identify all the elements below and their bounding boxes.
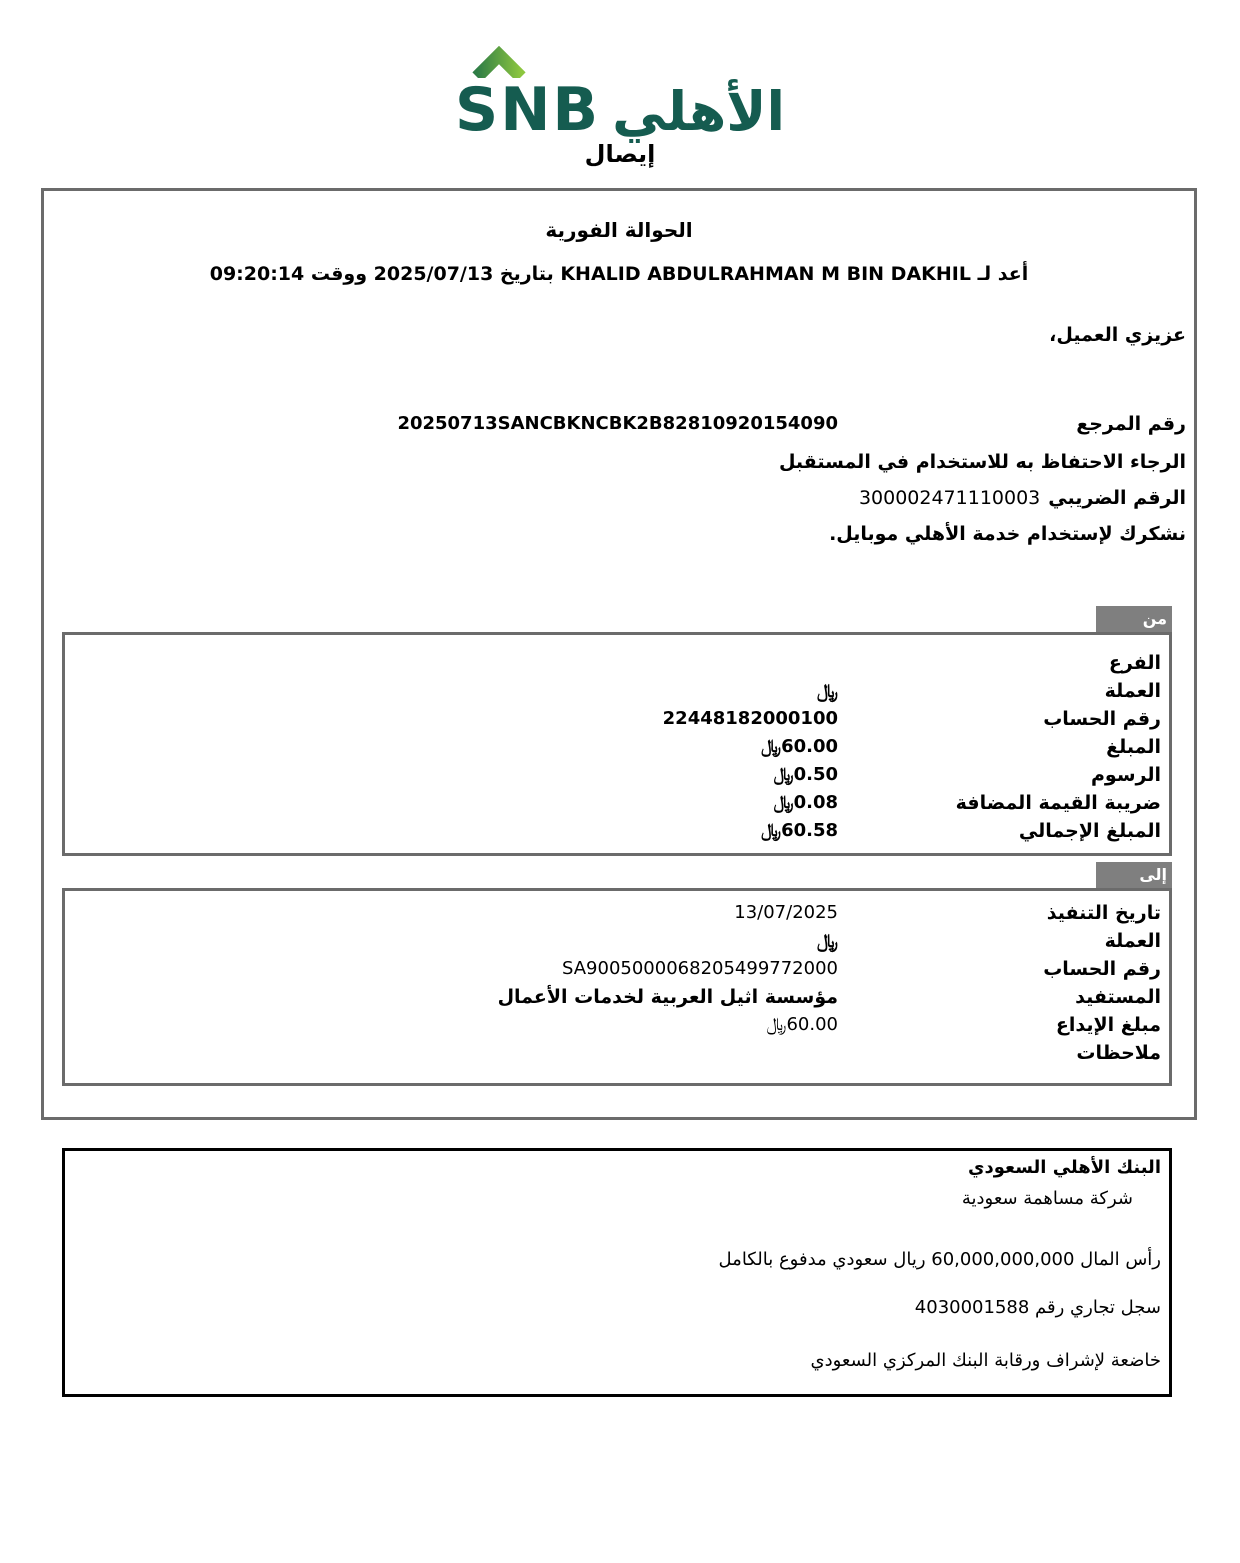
customer-greeting: عزيزي العميل، xyxy=(1049,324,1186,346)
to-currency-row xyxy=(65,927,1169,955)
branch-label: الفرع xyxy=(1108,652,1161,674)
from-total-row xyxy=(65,817,1169,845)
reference-number-label: رقم المرجع xyxy=(1076,413,1186,435)
vat-value: 0.08﷼ xyxy=(773,792,838,813)
to-details-box xyxy=(62,888,1172,1086)
from-currency-row xyxy=(65,677,1169,705)
receipt-title: إيصال xyxy=(584,140,656,168)
from-vat-row xyxy=(65,789,1169,817)
thanks-line: نشكرك لإستخدام خدمة الأهلي موبايل. xyxy=(829,523,1186,545)
to-notes-row xyxy=(65,1039,1169,1067)
from-fees-row xyxy=(65,761,1169,789)
execution-date-value: 13/07/2025 xyxy=(734,902,838,923)
transfer-receipt-box xyxy=(41,188,1197,1120)
beneficiary-label: المستفيد xyxy=(1075,986,1161,1008)
notes-value xyxy=(65,1039,838,1067)
to-account-row xyxy=(65,955,1169,983)
fees-value: 0.50﷼ xyxy=(773,764,838,785)
to-account-number-label: رقم الحساب xyxy=(1043,958,1161,980)
branch-value xyxy=(65,649,838,677)
execution-date-label: تاريخ التنفيذ xyxy=(1046,902,1161,924)
bank-name: البنك الأهلي السعودي xyxy=(968,1157,1161,1178)
logo-arabic-text: الأهلي xyxy=(612,80,785,143)
to-account-number-value: SA9005000068205499772000 xyxy=(561,958,838,979)
company-type-line: شركة مساهمة سعودية xyxy=(961,1188,1133,1209)
keep-reference-note: الرجاء الاحتفاظ به للاستخدام في المستقبل xyxy=(778,451,1186,473)
from-amount-row xyxy=(65,733,1169,761)
to-currency-value: ﷼ xyxy=(816,930,838,952)
bank-info-box xyxy=(62,1148,1172,1397)
chevron-up-icon xyxy=(471,46,527,78)
to-currency-label: العملة xyxy=(1104,930,1161,952)
transfer-type-title: الحوالة الفورية xyxy=(545,218,693,242)
tab-from: من xyxy=(1096,606,1172,632)
prepared-for-line: أعد لـ KHALID ABDULRAHMAN M BIN DAKHIL بتاريخ 2025/07/13 ووقت 09:20:14 xyxy=(209,263,1029,285)
currency-value: ﷼ xyxy=(816,680,838,702)
account-number-label: رقم الحساب xyxy=(1043,708,1161,730)
notes-label: ملاحظات xyxy=(1076,1042,1161,1064)
tax-number-label: الرقم الضريبي xyxy=(1048,487,1186,509)
deposit-amount-value: 60.00﷼ xyxy=(766,1014,838,1035)
bank-logo xyxy=(0,44,1240,145)
amount-value: 60.00﷼ xyxy=(761,736,838,757)
account-number-value: 22448182000100 xyxy=(662,708,838,729)
tax-number-row xyxy=(44,486,1194,510)
total-amount-value: 60.58﷼ xyxy=(761,820,838,841)
to-deposit-amount-row xyxy=(65,1011,1169,1039)
from-account-row xyxy=(65,705,1169,733)
fees-label: الرسوم xyxy=(1091,764,1161,786)
beneficiary-value: مؤسسة اثيل العربية لخدمات الأعمال xyxy=(497,986,838,1008)
commercial-registration-line: سجل تجاري رقم 4030001588 xyxy=(914,1297,1161,1318)
amount-label: المبلغ xyxy=(1106,736,1161,758)
tax-number-value: 300002471110003 xyxy=(858,487,1041,509)
from-branch-row xyxy=(65,649,1169,677)
to-beneficiary-row xyxy=(65,983,1169,1011)
snb-wordmark xyxy=(454,44,601,145)
to-execution-date-row xyxy=(65,899,1169,927)
regulator-line: خاضعة لإشراف ورقابة البنك المركزي السعودي xyxy=(810,1350,1161,1371)
deposit-amount-label: مبلغ الإيداع xyxy=(1055,1014,1161,1036)
tab-to: إلى xyxy=(1096,862,1172,888)
vat-label: ضريبة القيمة المضافة xyxy=(955,792,1161,814)
logo-snb-text: SNB xyxy=(454,75,601,145)
capital-line: رأس المال 60,000,000,000 ريال سعودي مدفوع بالكامل xyxy=(718,1249,1161,1270)
reference-number-value: 20250713SANCBKNCBK2B82810920154090 xyxy=(397,413,838,434)
total-amount-label: المبلغ الإجمالي xyxy=(1018,820,1161,842)
reference-number-row xyxy=(44,412,1194,436)
currency-label: العملة xyxy=(1104,680,1161,702)
from-details-box xyxy=(62,632,1172,856)
